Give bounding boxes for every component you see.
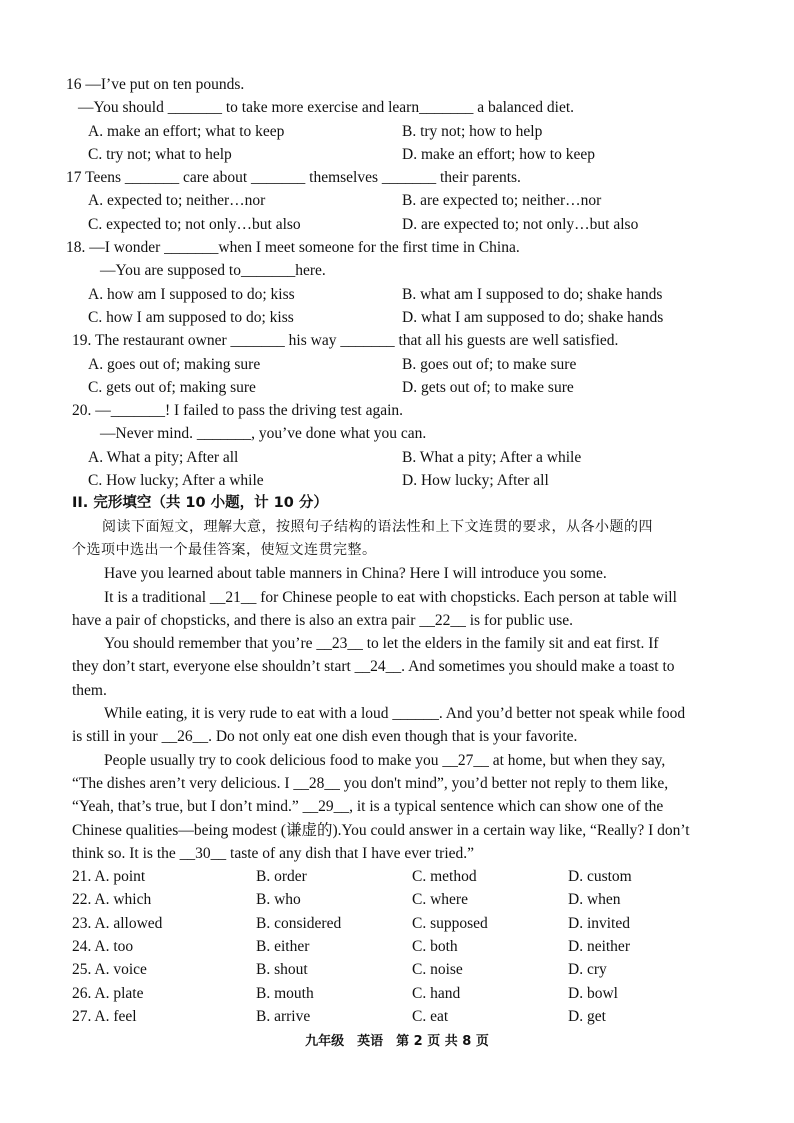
- passage-line: People usually try to cook delicious food to make you __27__ at home, but when they say,: [104, 751, 666, 769]
- option-b: B. shout: [256, 961, 308, 979]
- option-row-23: [0, 912, 794, 935]
- section-instruction: 阅读下面短文，理解大意，按照句子结构的语法性和上下文连贯的要求，从各小题的四: [102, 518, 653, 535]
- option-b: B. try not; how to help: [402, 122, 543, 140]
- option-a: 22. A. which: [72, 891, 152, 909]
- option-b: B. either: [256, 937, 310, 955]
- option-b: B. order: [256, 868, 307, 886]
- option-row: [0, 120, 794, 143]
- passage-line: think so. It is the __30__ taste of any dish that I have ever tried.”: [72, 844, 475, 862]
- option-c: C. gets out of; making sure: [88, 378, 256, 396]
- option-c: C. How lucky; After a while: [88, 472, 264, 490]
- option-d: D. bowl: [568, 984, 618, 1002]
- option-c: C. method: [412, 868, 477, 886]
- option-row-24: [0, 935, 794, 958]
- question-stem: 20. —_______! I failed to pass the driving test again.: [72, 402, 404, 420]
- option-c: C. supposed: [412, 914, 488, 932]
- option-row: [0, 306, 794, 329]
- option-row: [0, 143, 794, 166]
- option-d: D. invited: [568, 914, 630, 932]
- question-stem: 18. —I wonder _______when I meet someone for the first time in China.: [66, 239, 520, 257]
- option-b: B. mouth: [256, 984, 314, 1002]
- section-instruction: 个选项中选出一个最佳答案，使短文连贯完整。: [72, 541, 377, 558]
- cloze-passage: [0, 562, 794, 865]
- passage-line: You should remember that you’re __23__ to let the elders in the family sit and eat first. If: [104, 635, 659, 653]
- option-row-26: [0, 982, 794, 1005]
- option-c: C. where: [412, 891, 468, 909]
- option-d: D. custom: [568, 868, 632, 886]
- option-b: B. goes out of; to make sure: [402, 355, 577, 373]
- question-stem: —Never mind. _______, you’ve done what you can.: [100, 425, 427, 443]
- option-c: C. both: [412, 937, 458, 955]
- question-19: [0, 329, 794, 399]
- option-a: A. expected to; neither…nor: [88, 192, 266, 210]
- option-d: D. get: [568, 1007, 606, 1025]
- option-a: 24. A. too: [72, 937, 134, 955]
- exam-page: [0, 73, 794, 1028]
- passage-line: them.: [72, 681, 107, 699]
- option-d: D. make an effort; how to keep: [402, 145, 595, 163]
- option-c: C. try not; what to help: [88, 145, 232, 163]
- option-row-27: [0, 1005, 794, 1028]
- option-c: C. eat: [412, 1007, 449, 1025]
- question-stem: —You should _______ to take more exercise and learn_______ a balanced diet.: [78, 99, 575, 117]
- option-c: C. how I am supposed to do; kiss: [88, 308, 294, 326]
- option-row: [0, 189, 794, 212]
- option-a: 27. A. feel: [72, 1007, 137, 1025]
- option-c: C. noise: [412, 961, 463, 979]
- question-stem: 16 —I’ve put on ten pounds.: [66, 76, 245, 93]
- option-row: [0, 376, 794, 399]
- question-18: [0, 236, 794, 329]
- option-a: A. how am I supposed to do; kiss: [88, 285, 295, 303]
- passage-line: is still in your __26__. Do not only eat one dish even though that is your favorite.: [72, 728, 578, 746]
- option-b: B. are expected to; neither…nor: [402, 192, 602, 210]
- option-row-21: [0, 865, 794, 888]
- page-footer: 九年级 英语 第 2 页 共 8 页: [305, 1034, 489, 1049]
- option-d: D. what I am supposed to do; shake hands: [402, 308, 664, 326]
- option-c: C. expected to; not only…but also: [88, 215, 301, 233]
- option-d: D. gets out of; to make sure: [402, 378, 574, 396]
- option-row: [0, 353, 794, 376]
- passage-line: While eating, it is very rude to eat with a loud ______. And you’d better not speak while food: [104, 705, 686, 723]
- passage-line: It is a traditional __21__ for Chinese people to eat with chopsticks. Each person at table will: [104, 588, 677, 606]
- question-stem: 17 Teens _______ care about _______ themselves _______ their parents.: [66, 169, 521, 187]
- option-d: D. neither: [568, 937, 630, 955]
- option-b: B. considered: [256, 914, 342, 932]
- option-b: B. arrive: [256, 1007, 311, 1025]
- option-row: [0, 283, 794, 306]
- question-20: [0, 399, 794, 492]
- option-d: D. are expected to; not only…but also: [402, 215, 639, 233]
- passage-line: they don’t start, everyone else shouldn’t start __24__. And sometimes you should make a toast to: [72, 658, 675, 676]
- question-stem: —You are supposed to_______here.: [100, 262, 326, 280]
- option-d: D. cry: [568, 961, 607, 979]
- option-a: 25. A. voice: [72, 961, 147, 979]
- option-row-22: [0, 888, 794, 911]
- section-heading: II. 完形填空（共 10 小题，计 10 分）: [72, 495, 328, 512]
- cloze-options: [0, 865, 794, 1028]
- option-b: B. who: [256, 891, 301, 909]
- option-a: 26. A. plate: [72, 984, 144, 1002]
- option-b: B. What a pity; After a while: [402, 448, 582, 466]
- option-row-25: [0, 958, 794, 981]
- section-cloze: [0, 492, 794, 1028]
- option-a: 21. A. point: [72, 868, 146, 886]
- option-a: A. What a pity; After all: [88, 448, 239, 466]
- option-row: [0, 213, 794, 236]
- option-row: [0, 446, 794, 469]
- passage-line: have a pair of chopsticks, and there is also an extra pair __22__ is for public use.: [72, 611, 574, 629]
- option-a: A. make an effort; what to keep: [88, 122, 285, 140]
- passage-line: Chinese qualities—being modest (谦虚的).You could answer in a certain way like, “Really? I don’t: [72, 821, 690, 839]
- passage-line: Have you learned about table manners in China? Here I will introduce you some.: [104, 565, 607, 583]
- option-d: D. when: [568, 891, 621, 909]
- passage-line: “Yeah, that’s true, but I don’t mind.” __29__, it is a typical sentence which can show one of the: [72, 798, 664, 816]
- passage-line: “The dishes aren’t very delicious. I __28__ you don't mind”, you’d better not reply to them like,: [72, 774, 669, 792]
- option-c: C. hand: [412, 984, 461, 1002]
- option-b: B. what am I supposed to do; shake hands: [402, 285, 663, 303]
- question-16: [0, 73, 794, 166]
- option-a: A. goes out of; making sure: [88, 355, 261, 373]
- question-stem: 19. The restaurant owner _______ his way _______ that all his guests are well satisfied.: [72, 332, 619, 350]
- option-a: 23. A. allowed: [72, 914, 163, 932]
- option-d: D. How lucky; After all: [402, 472, 549, 490]
- option-row: [0, 469, 794, 492]
- question-17: [0, 166, 794, 236]
